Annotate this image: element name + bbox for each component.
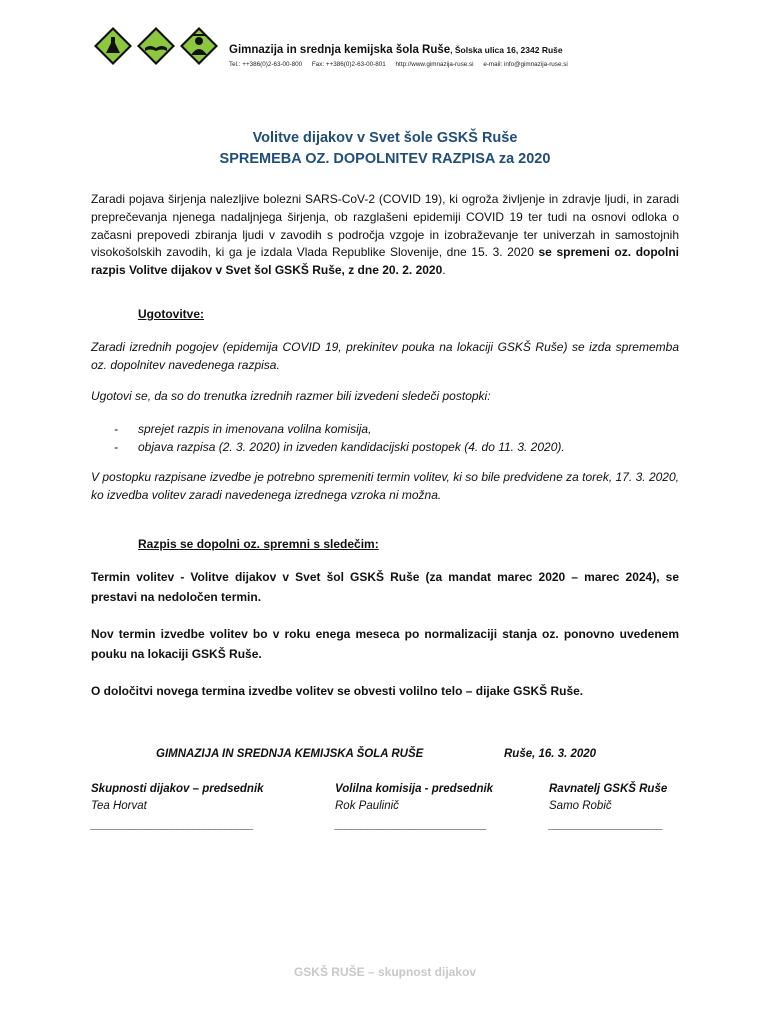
findings-p3: V postopku razpisane izvedbe je potrebno spremeniti termin volitev, ki so bile predvidene za torek, 17. 3. 2020, ko izvedba volitev zaradi navedenega izrednega vzroka ni možna.	[91, 470, 679, 502]
procedure-list	[114, 421, 565, 456]
signer-name: Tea Horvat	[91, 800, 147, 812]
list-item-text: objava razpisa (2. 3. 2020) in izveden kandidacijski postopek (4. do 11. 3. 2020).	[138, 439, 565, 454]
page-footer: GSKŠ RUŠE – skupnost dijakov	[293, 965, 477, 979]
signer-student-council	[91, 781, 264, 834]
list-item: - sprejet razpis in imenovana volilna komisija,	[114, 421, 565, 439]
email-link[interactable]: e-mail: info@gimnazija-ruse.si	[483, 61, 568, 68]
list-item-text: sprejet razpis in imenovana volilna komisija,	[138, 422, 372, 436]
signer-role: Ravnatelj GSKŠ Ruše	[549, 783, 668, 795]
findings-heading-text: Ugotovitve	[138, 307, 201, 321]
amendment-p2: Nov termin izvedbe volitev bo v roku enega meseca po normalizaciji stanja oz. ponovno uvedenem pouku na lokaciji GSKŠ Ruše.	[91, 627, 679, 661]
fax: Fax: ++386(0)2-63-00-801	[311, 61, 386, 68]
findings-heading	[138, 307, 204, 321]
intro-paragraph	[91, 191, 679, 280]
findings-p2: Ugotovi se, da so do trenutka izrednih razmer bili izvedeni sledeči postopki:	[91, 389, 491, 403]
book-icon	[137, 27, 175, 65]
school-header	[229, 44, 563, 56]
website-link[interactable]: http://www.gimnazija-ruse.si	[395, 61, 474, 68]
signer-role: Volilna komisija - predsednik	[335, 783, 494, 795]
list-item: - objava razpisa (2. 3. 2020) in izveden kandidacijski postopek (4. do 11. 3. 2020).	[114, 439, 565, 457]
amendment-colon: :	[374, 537, 379, 551]
signer-role: Skupnosti dijakov – predsednik	[91, 783, 264, 795]
flask-icon	[94, 27, 132, 65]
amendment-p3: O določitvi novega termina izvedbe volitev se obvesti volilno telo – dijake GSKŠ Ruše.	[91, 684, 584, 698]
contact-line	[229, 61, 576, 68]
amendment-heading-text: Razpis se dopolni oz. spremni s sledečim	[138, 537, 375, 551]
signer-name: Rok Paulinič	[335, 800, 399, 812]
signer-name: Samo Robič	[549, 800, 612, 812]
school-logos	[93, 26, 219, 66]
intro-bold: se spremeni oz. dopolni razpis Volitve dijakov v Svet šol GSKŠ Ruše, z dne 20. 2. 2020	[91, 245, 680, 278]
signer-election-committee	[335, 781, 493, 834]
doc-subtitle: SPREMEBA OZ. DOPOLNITEV RAZPISA za 2020	[219, 151, 551, 167]
signature-line: ____________________________	[335, 819, 487, 831]
intro-end: .	[442, 263, 446, 278]
signature-line: _____________________	[549, 819, 663, 831]
signature-line: ______________________________	[91, 819, 253, 831]
doc-title: Volitve dijakov v Svet šole GSKŠ Ruše	[252, 130, 518, 146]
findings-p1: Zaradi izrednih pogojev (epidemija COVID 19, prekinitev pouka na lokaciji GSKŠ Ruše) se izda sprememba oz. dopolnitev navedenega razpisa.	[91, 340, 679, 372]
intro-text: Zaradi pojava širjenja nalezljive bolezni SARS-CoV-2 (COVID 19), ki ogroža življenje in zdravje ljudi, in zaradi preprečevanja njenega nadaljnjega širjenja, ob razglašeni epidemiji COVID 19 ter tudi na osnovi odloka o začasni prepovedi zbiranja ljudi v zavodih s področja vzgoje in izobraževanje ter univerzah in samostojnih visokošolskih zavodih, ki ga je izdala Vlada Republike Slovenije, dne 15. 3. 2020	[91, 192, 679, 260]
graduate-icon	[180, 27, 218, 65]
school-address: , Šolska ulica 16, 2342 Ruše	[450, 45, 563, 55]
signature-date: Ruše, 16. 3. 2020	[504, 748, 597, 760]
signer-principal	[549, 781, 667, 834]
signature-org: GIMNAZIJA IN SREDNJA KEMIJSKA ŠOLA RUŠE	[156, 748, 424, 760]
school-name: Gimnazija in srednja kemijska šola Ruše	[229, 44, 451, 56]
amendment-heading	[138, 537, 379, 551]
amendment-p1: Termin volitev - Volitve dijakov v Svet šol GSKŠ Ruše (za mandat marec 2020 – marec 2024), se prestavi na nedoločen termin.	[91, 570, 679, 604]
findings-colon: :	[200, 307, 205, 321]
tel: Tel.: ++386(0)2-63-00-800	[229, 61, 303, 68]
